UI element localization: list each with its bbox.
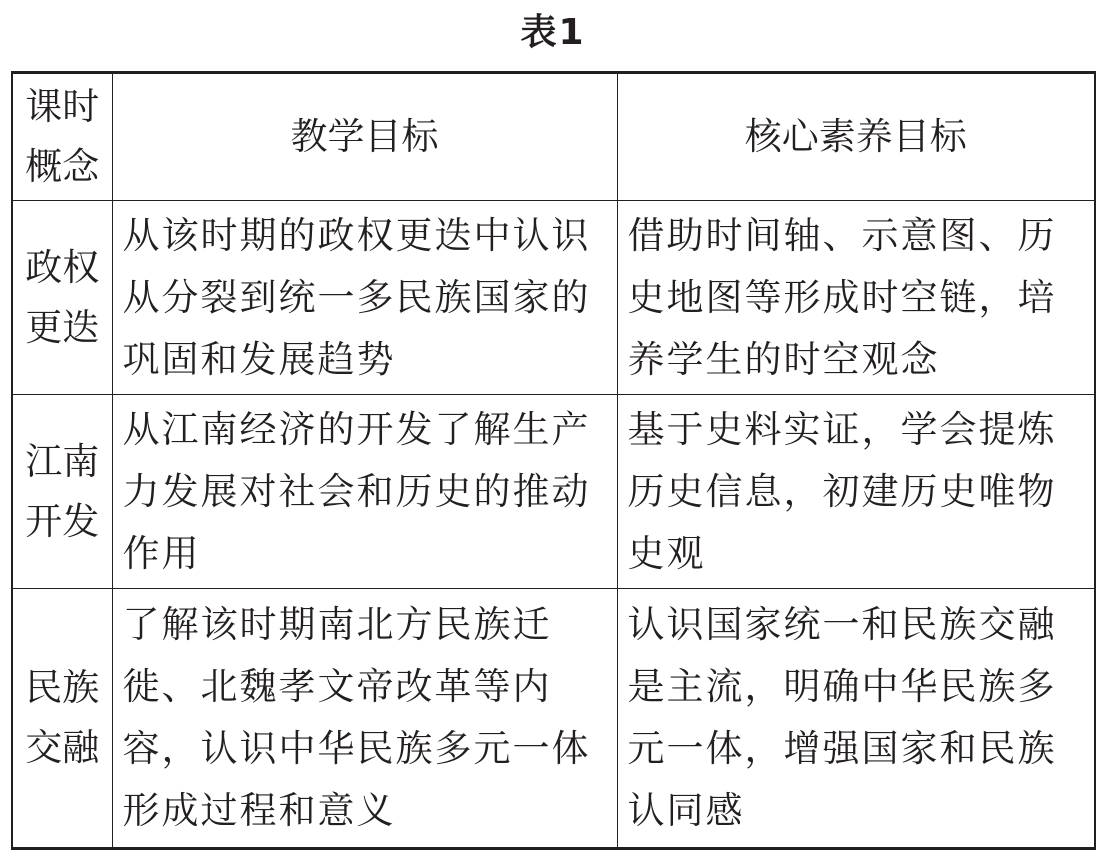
table-row — [12, 395, 1095, 589]
header-concept-line1: 课时 — [25, 85, 100, 128]
teaching-goal-cell: 从该时期的政权更迭中认识从分裂到统一多民族国家的巩固和发展趋势 — [112, 201, 617, 395]
concept-line2: 更迭 — [25, 305, 100, 349]
header-cell-teaching-goal: 教学目标 — [112, 73, 617, 201]
concept-line2: 开发 — [25, 499, 100, 543]
course-goals-table — [11, 71, 1096, 850]
teaching-goal-cell: 从江南经济的开发了解生产力发展对社会和历史的推动作用 — [112, 395, 617, 589]
concept-cell — [12, 395, 112, 589]
competency-goal-cell: 基于史料实证，学会提炼历史信息，初建历史唯物史观 — [617, 395, 1095, 589]
header-cell-competency-goal: 核心素养目标 — [617, 73, 1095, 201]
competency-goal-cell: 借助时间轴、示意图、历史地图等形成时空链，培养学生的时空观念 — [617, 201, 1095, 395]
table-row — [12, 589, 1095, 849]
table-row — [12, 201, 1095, 395]
concept-cell — [12, 589, 112, 849]
concept-line1: 政权 — [25, 245, 100, 289]
concept-cell — [12, 201, 112, 395]
concept-line1: 民族 — [25, 666, 100, 709]
table-header-row — [12, 73, 1095, 201]
header-cell-concept — [12, 73, 112, 201]
competency-goal-cell: 认识国家统一和民族交融是主流，明确中华民族多元一体，增强国家和民族认同感 — [617, 589, 1095, 849]
table-caption: 表1 — [520, 12, 586, 53]
teaching-goal-cell: 了解该时期南北方民族迁徙、北魏孝文帝改革等内容，认识中华民族多元一体形成过程和意义 — [112, 589, 617, 849]
concept-line2: 交融 — [25, 726, 100, 769]
concept-line1: 江南 — [25, 439, 100, 483]
header-concept-line2: 概念 — [25, 145, 100, 188]
